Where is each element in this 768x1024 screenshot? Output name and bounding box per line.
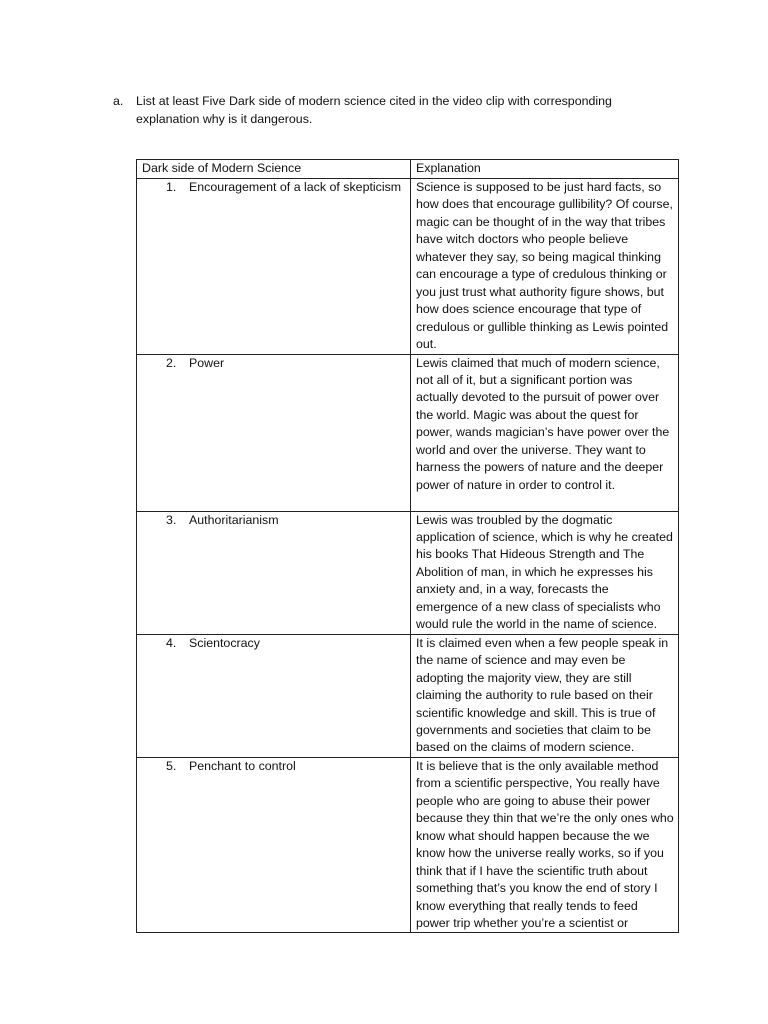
item-number: 1. [166, 180, 177, 194]
table-header-row [137, 160, 679, 179]
item-number: 3. [166, 512, 177, 527]
dark-side-table [136, 159, 679, 933]
explanation-cell [411, 634, 679, 757]
explanation-cell [411, 354, 679, 511]
header-dark-side: Dark side of Modern Science [137, 160, 411, 179]
explanation-text: Lewis was troubled by the dogmatic application of science, which is why he created his books That Hideous Strength and The Abolition of man, in which he expresses his anxiety and, in a way, forecasts the emergence of a new class of specialists who would rule the world in the name of science. [416, 512, 673, 632]
item-cell [137, 179, 411, 355]
explanation-cell [411, 179, 679, 355]
explanation-cell [411, 757, 679, 933]
item-cell [137, 757, 411, 933]
question-a [113, 93, 673, 128]
table-row [137, 634, 679, 757]
item-cell [137, 354, 411, 511]
explanation-cell [411, 511, 679, 634]
item-name: Power [189, 355, 225, 370]
item-name: Penchant to control [189, 758, 296, 773]
table-row [137, 757, 679, 933]
question-marker: a. [113, 94, 124, 108]
header-explanation: Explanation [411, 160, 679, 179]
item-number: 2. [166, 355, 177, 370]
explanation-text: Lewis claimed that much of modern science, not all of it, but a significant portion was actually devoted to the pursuit of power over the world. Magic was about the quest for power, wands magician’s have power over the world and over the universe. They want to harness the powers of nature and the deeper power of nature in order to control it. [416, 355, 670, 492]
question-text: List at least Five Dark side of modern science cited in the video clip with corresponding explanation why is it dangerous. [136, 94, 612, 126]
explanation-text: Science is supposed to be just hard facts, so how does that encourage gullibility? Of course, magic can be thought of in the way that tribes have witch doctors who people believe whatever they say, so being magical thinking can encourage a type of credulous thinking or you just trust what authority figure shows, but how does science encourage that type of credulous or gullible thinking as Lewis pointed out. [416, 180, 673, 352]
explanation-text: It is claimed even when a few people speak in the name of science and may even be adopting the majority view, they are still claiming the authority to rule based on their scientific knowledge and skill. This is true of governments and societies that claim to be based on the claims of modern science. [416, 635, 669, 755]
item-name: Encouragement of a lack of skepticism [189, 180, 402, 194]
explanation-text: It is believe that is the only available method from a scientific perspective, You really have people who are going to abuse their power because they thin that we’re the only ones who know what should happen because the we know how the universe really works, so if you think that if I have the scientific truth about something that’s you know the end of story I know everything that really tends to feed power trip whether you’re a scientist or [416, 758, 674, 930]
item-number: 4. [166, 635, 177, 650]
item-number: 5. [166, 758, 177, 773]
item-name: Scientocracy [189, 635, 260, 650]
item-cell [137, 634, 411, 757]
table-row [137, 179, 679, 355]
table-row [137, 354, 679, 511]
table-row [137, 511, 679, 634]
item-cell [137, 511, 411, 634]
item-name: Authoritarianism [189, 512, 279, 527]
